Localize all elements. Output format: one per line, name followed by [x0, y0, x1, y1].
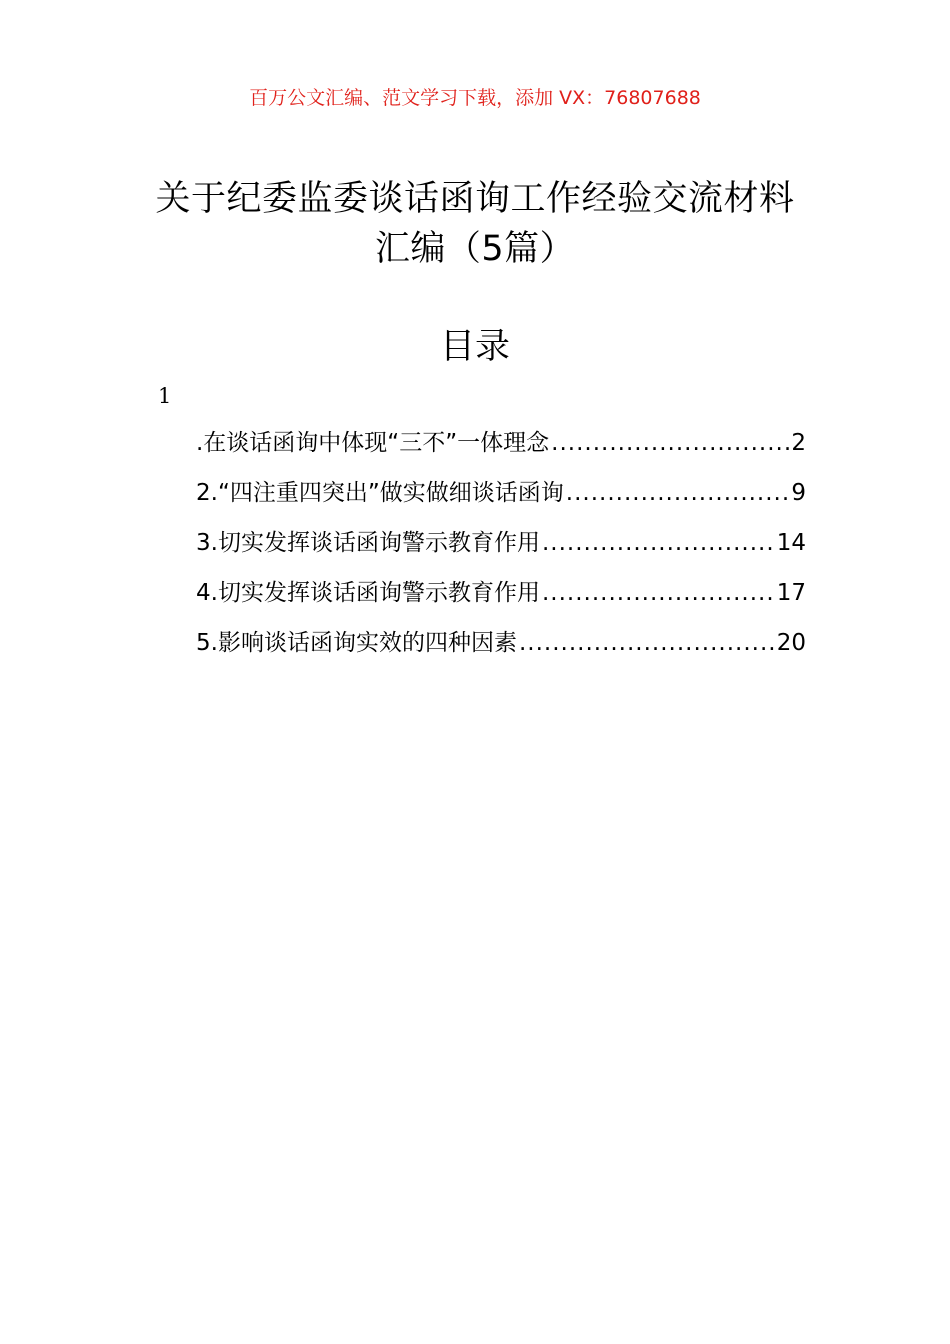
toc-dot-leader	[566, 475, 790, 511]
toc-entry-page: 2	[791, 430, 806, 456]
document-title-line-1: 关于纪委监委谈话函询工作经验交流材料	[155, 179, 795, 219]
toc-dot-leader	[542, 525, 775, 561]
toc-entry-2[interactable]	[196, 475, 806, 525]
document-title	[100, 174, 850, 274]
toc-entry-text: 2.“四注重四突出”做实做细谈话函询	[196, 480, 564, 506]
toc-entry-page: 20	[776, 630, 806, 656]
toc-heading: 目录	[439, 327, 510, 367]
toc-stray-number: 1	[158, 384, 172, 408]
toc-entry-4[interactable]	[196, 575, 806, 625]
toc-entry-page: 9	[791, 480, 806, 506]
header-note: 百万公文汇编、范文学习下载，添加 VX：76807688	[249, 87, 701, 109]
toc-entry-text: 4.切实发挥谈话函询警示教育作用	[196, 580, 540, 606]
toc-entry-3[interactable]	[196, 525, 806, 575]
toc-dot-leader	[542, 575, 775, 611]
toc-entry-5[interactable]	[196, 625, 806, 675]
document-title-line-2: 汇编（5篇）	[374, 229, 576, 269]
toc-entry-page: 17	[776, 580, 806, 606]
toc-entry-text: 5.影响谈话函询实效的四种因素	[196, 630, 517, 656]
toc-entry-text: 3.切实发挥谈话函询警示教育作用	[196, 530, 540, 556]
toc-entry-page: 14	[776, 530, 806, 556]
toc-dot-leader	[519, 625, 775, 661]
toc-entry-1[interactable]	[196, 425, 806, 475]
table-of-contents	[196, 425, 806, 675]
toc-dot-leader	[551, 425, 789, 461]
toc-entry-text: .在谈话函询中体现“三不”一体理念	[196, 430, 550, 456]
